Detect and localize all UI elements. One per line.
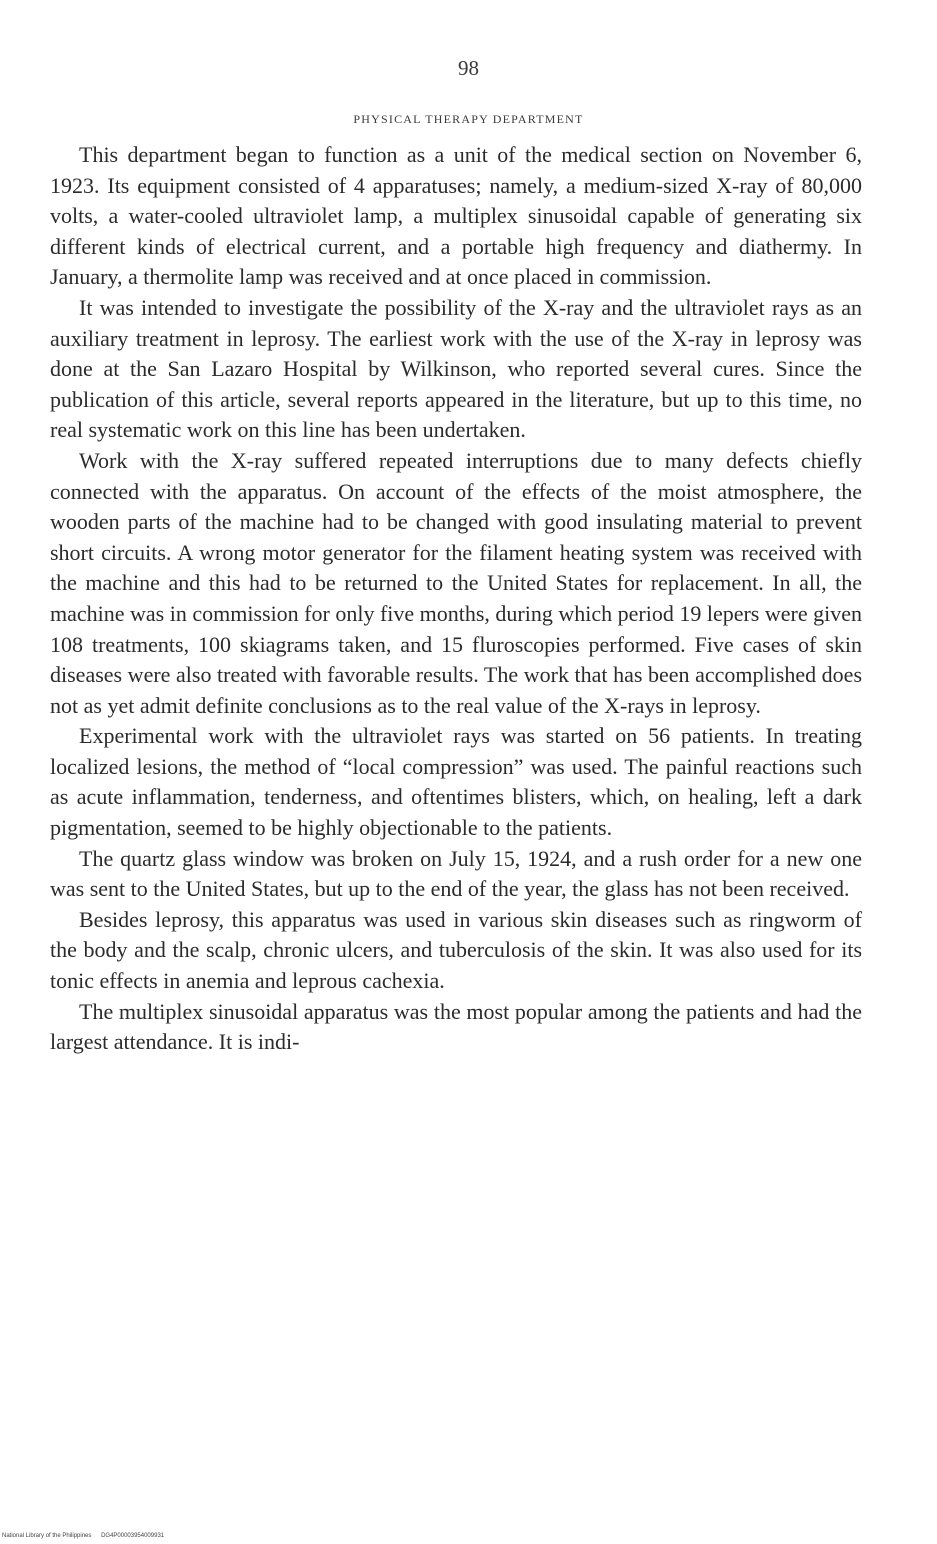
footer-library: National Library of the Philippines — [2, 1533, 92, 1539]
footer-watermark — [2, 1533, 164, 1539]
paragraph-department-start: This department began to function as a unit of the medical section on November 6, 1923. Its equipment consisted of 4 apparatuses; namely, a medium-sized X-ray of 80,000 volts, a water-cooled ultraviolet lamp, a multiplex sinusoidal capable of generating six different kinds of electrical current, and a portable high frequency and diathermy. In January, a thermolite lamp was received and at once placed in commission. — [50, 142, 862, 290]
paragraph-xray-investigation: It was intended to investigate the possibility of the X-ray and the ultraviolet rays as an auxiliary treatment in leprosy. The earliest work with the use of the X-ray in leprosy was done at the San Lazaro Hospital by Wilkinson, who reported several cures. Since the publication of this article, several reports appeared in the literature, but up to this time, no real systematic work on this line has been undertaken. — [50, 294, 862, 443]
body-text — [50, 140, 862, 1058]
paragraph-ultraviolet-work: Experimental work with the ultraviolet rays was started on 56 patients. In treating localized lesions, the method of “local compression” was used. The painful reactions such as acute inflammation, tenderness, and oftentimes blisters, which, on healing, left a dark pigmentation, seemed to be highly objectionable to the patients. — [50, 723, 862, 841]
page-number: 98 — [458, 56, 479, 80]
paragraph-quartz-window: The quartz glass window was broken on July 15, 1924, and a rush order for a new one was sent to the United States, but up to the end of the year, the glass has not been received. — [50, 845, 862, 902]
paragraph-sinusoidal-apparatus: The multiplex sinusoidal apparatus was the most popular among the patients and had the largest attendance. It is indi- — [50, 998, 862, 1055]
footer-code: DG4P00003954009931 — [101, 1533, 165, 1539]
paragraph-skin-diseases: Besides leprosy, this apparatus was used in various skin diseases such as ringworm of the body and the scalp, chronic ulcers, and tuberculosis of the skin. It was also used for its tonic effects in anemia and leprous cachexia. — [50, 906, 862, 994]
section-title: PHYSICAL THERAPY DEPARTMENT — [353, 112, 584, 126]
paragraph-xray-interruptions: Work with the X-ray suffered repeated interruptions due to many defects chiefly connected with the apparatus. On account of the effects of the moist atmosphere, the wooden parts of the machine had to be changed with good insulating material to prevent short circuits. A wrong motor generator for the filament heating system was received with the machine and this had to be returned to the United States for replacement. In all, the machine was in commission for only five months, during which period 19 lepers were given 108 treatments, 100 skiagrams taken, and 15 fluroscopies performed. Five cases of skin diseases were also treated with favorable results. The work that has been accomplished does not as yet admit definite conclusions as to the real value of the X-rays in leprosy. — [50, 447, 862, 718]
